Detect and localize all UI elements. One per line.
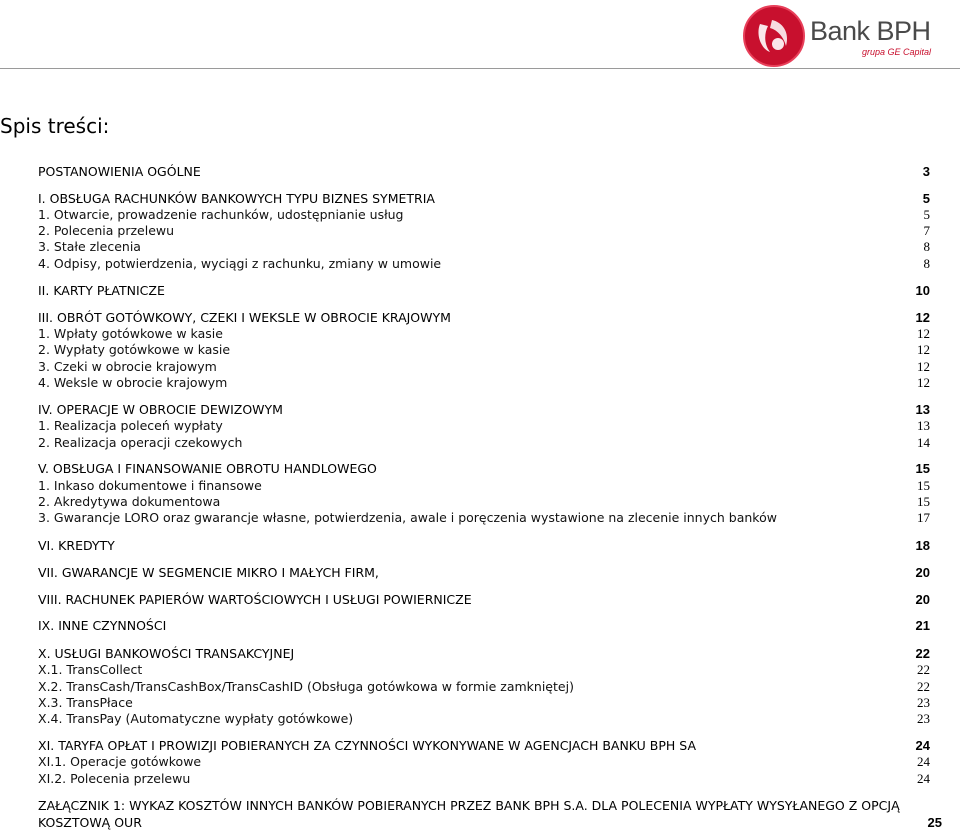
- toc-entry-label: X.1. TransCollect: [38, 662, 143, 677]
- toc-entry-page-number: 24: [917, 771, 930, 786]
- toc-subsection-entry[interactable]: [38, 494, 930, 510]
- toc-entry-label: 4. Weksle w obrocie krajowym: [38, 375, 228, 390]
- brand-name: Bank BPH: [810, 16, 931, 46]
- toc-entry-label: 4. Odpisy, potwierdzenia, wyciągi z rachunku, zmiany w umowie: [38, 256, 442, 271]
- toc-subsection-entry[interactable]: [38, 418, 930, 434]
- toc-entry-label: ZAŁĄCZNIK 1: WYKAZ KOSZTÓW INNYCH BANKÓW POBIERANYCH PRZEZ BANK BPH S.A. DLA POLECENIA WYPŁATY WYSYŁANEGO Z OPCJĄ KOSZTOWĄ OUR: [38, 798, 900, 830]
- toc-entry-page-number: 15: [917, 494, 930, 509]
- toc-entry-label: X. USŁUGI BANKOWOŚCI TRANSAKCYJNEJ: [38, 646, 295, 661]
- toc-entry-label: IV. OPERACJE W OBROCIE DEWIZOWYM: [38, 402, 283, 417]
- toc-subsection-entry[interactable]: [38, 711, 930, 727]
- toc-section-entry[interactable]: [38, 592, 930, 608]
- toc-entry-page-number: 12: [917, 342, 930, 357]
- toc-entry-label: 2. Realizacja operacji czekowych: [38, 435, 243, 450]
- toc-entry-label: IX. INNE CZYNNOŚCI: [38, 618, 167, 633]
- toc-entry-label: 1. Realizacja poleceń wypłaty: [38, 418, 223, 433]
- toc-entry-label: XI.2. Polecenia przelewu: [38, 771, 191, 786]
- toc-entry-label: 3. Czeki w obrocie krajowym: [38, 359, 217, 374]
- toc-entry-label: POSTANOWIENIA OGÓLNE: [38, 164, 201, 179]
- toc-entry-page-number: 25: [927, 815, 942, 830]
- toc-subsection-entry[interactable]: [38, 326, 930, 342]
- toc-entry-label: X.2. TransCash/TransCashBox/TransCashID (Obsługa gotówkowa w formie zamkniętej): [38, 679, 574, 694]
- toc-entry-label: 2. Wypłaty gotówkowe w kasie: [38, 342, 231, 357]
- toc-subsection-entry[interactable]: [38, 695, 930, 711]
- toc-entry-page-number: 8: [923, 256, 930, 271]
- toc-entry-page-number: 12: [917, 375, 930, 390]
- toc-subsection-entry[interactable]: [38, 679, 930, 695]
- bank-bph-logo: [742, 4, 958, 68]
- toc-section-entry[interactable]: [38, 310, 930, 326]
- toc-entry-label: XI. TARYFA OPŁAT I PROWIZJI POBIERANYCH ZA CZYNNOŚCI WYKONYWANE W AGENCJACH BANKU BPH SA: [38, 738, 696, 753]
- toc-entry-label: VI. KREDYTY: [38, 538, 115, 553]
- toc-entry-page-number: 18: [915, 538, 930, 553]
- toc-entry-page-number: 5: [922, 191, 930, 206]
- toc-entry-page-number: 22: [917, 679, 930, 694]
- toc-entry-label: VIII. RACHUNEK PAPIERÓW WARTOŚCIOWYCH I USŁUGI POWIERNICZE: [38, 592, 472, 607]
- header-divider: [0, 68, 960, 69]
- toc-entry-page-number: 21: [915, 618, 930, 633]
- toc-entry-page-number: 8: [923, 239, 930, 254]
- toc-entry-label: 3. Gwarancje LORO oraz gwarancje własne, potwierdzenia, awale i poręczenia wystawione na zlecenie innych banków: [38, 510, 777, 525]
- toc-subsection-entry[interactable]: [38, 359, 930, 375]
- toc-entry-page-number: 23: [917, 711, 930, 726]
- toc-subsection-entry[interactable]: [38, 375, 930, 391]
- toc-section-entry[interactable]: [38, 646, 930, 662]
- toc-entry-page-number: 15: [915, 461, 930, 476]
- toc-entry-page-number: 14: [917, 435, 930, 450]
- toc-entry-label: I. OBSŁUGA RACHUNKÓW BANKOWYCH TYPU BIZNES SYMETRIA: [38, 191, 435, 206]
- toc-entry-page-number: 12: [915, 310, 930, 325]
- toc-subsection-entry[interactable]: [38, 223, 930, 239]
- toc-entry-page-number: 3: [922, 164, 930, 179]
- toc-entry-page-number: 10: [915, 283, 930, 298]
- toc-entry-page-number: 12: [917, 326, 930, 341]
- toc-entry-page-number: 24: [917, 754, 930, 769]
- toc-section-entry[interactable]: [38, 618, 930, 634]
- toc-entry-label: V. OBSŁUGA I FINANSOWANIE OBROTU HANDLOWEGO: [38, 461, 377, 476]
- toc-section-entry[interactable]: [38, 538, 930, 554]
- toc-entry-label: 1. Otwarcie, prowadzenie rachunków, udostępnianie usług: [38, 207, 404, 222]
- toc-entry-page-number: 23: [917, 695, 930, 710]
- toc-entry-label: 1. Inkaso dokumentowe i finansowe: [38, 478, 262, 493]
- toc-entry-label: II. KARTY PŁATNICZE: [38, 283, 165, 298]
- toc-section-entry[interactable]: [38, 191, 930, 207]
- toc-subsection-entry[interactable]: [38, 207, 930, 223]
- toc-entry-page-number: 13: [915, 402, 930, 417]
- toc-section-entry[interactable]: [38, 565, 930, 581]
- toc-subsection-entry[interactable]: [38, 435, 930, 451]
- bph-logo-mark-icon: [742, 4, 806, 68]
- toc-entry-page-number: 15: [917, 478, 930, 493]
- toc-section-entry[interactable]: [38, 797, 942, 831]
- toc-entry-label: III. OBRÓT GOTÓWKOWY, CZEKI I WEKSLE W OBROCIE KRAJOWYM: [38, 310, 451, 325]
- toc-entry-page-number: 20: [915, 592, 930, 607]
- toc-entry-page-number: 20: [915, 565, 930, 580]
- toc-section-entry[interactable]: [38, 283, 930, 299]
- toc-entry-page-number: 22: [917, 662, 930, 677]
- toc-subsection-entry[interactable]: [38, 754, 930, 770]
- toc-entry-label: X.4. TransPay (Automatyczne wypłaty gotówkowe): [38, 711, 354, 726]
- toc-entry-label: 1. Wpłaty gotówkowe w kasie: [38, 326, 223, 341]
- toc-entry-page-number: 17: [917, 510, 930, 525]
- toc-subsection-entry[interactable]: [38, 342, 930, 358]
- toc-subsection-entry[interactable]: [38, 478, 930, 494]
- toc-entry-label: 3. Stałe zlecenia: [38, 239, 141, 254]
- toc-entry-page-number: 13: [917, 418, 930, 433]
- toc-entry-label: VII. GWARANCJE W SEGMENCIE MIKRO I MAŁYCH FIRM,: [38, 565, 379, 580]
- toc-entry-page-number: 12: [917, 359, 930, 374]
- toc-entry-page-number: 7: [923, 223, 930, 238]
- toc-section-entry[interactable]: [38, 461, 930, 477]
- brand-tagline: grupa GE Capital: [862, 47, 932, 57]
- toc-subsection-entry[interactable]: [38, 771, 930, 787]
- toc-entry-label: 2. Polecenia przelewu: [38, 223, 175, 238]
- toc-entry-page-number: 24: [915, 738, 930, 753]
- toc-subsection-entry[interactable]: [38, 256, 930, 272]
- toc-entry-page-number: 5: [923, 207, 930, 222]
- toc-subsection-entry[interactable]: [38, 662, 930, 678]
- toc-entry-label: XI.1. Operacje gotówkowe: [38, 754, 202, 769]
- toc-section-entry[interactable]: [38, 164, 930, 180]
- toc-subsection-entry[interactable]: [38, 510, 930, 526]
- toc-section-entry[interactable]: [38, 738, 930, 754]
- page-title: Spis treści:: [0, 114, 110, 138]
- toc-subsection-entry[interactable]: [38, 239, 930, 255]
- toc-entry-page-number: 22: [915, 646, 930, 661]
- toc-entry-label: 2. Akredytywa dokumentowa: [38, 494, 221, 509]
- toc-entry-label: X.3. TransPłace: [38, 695, 133, 710]
- toc-section-entry[interactable]: [38, 402, 930, 418]
